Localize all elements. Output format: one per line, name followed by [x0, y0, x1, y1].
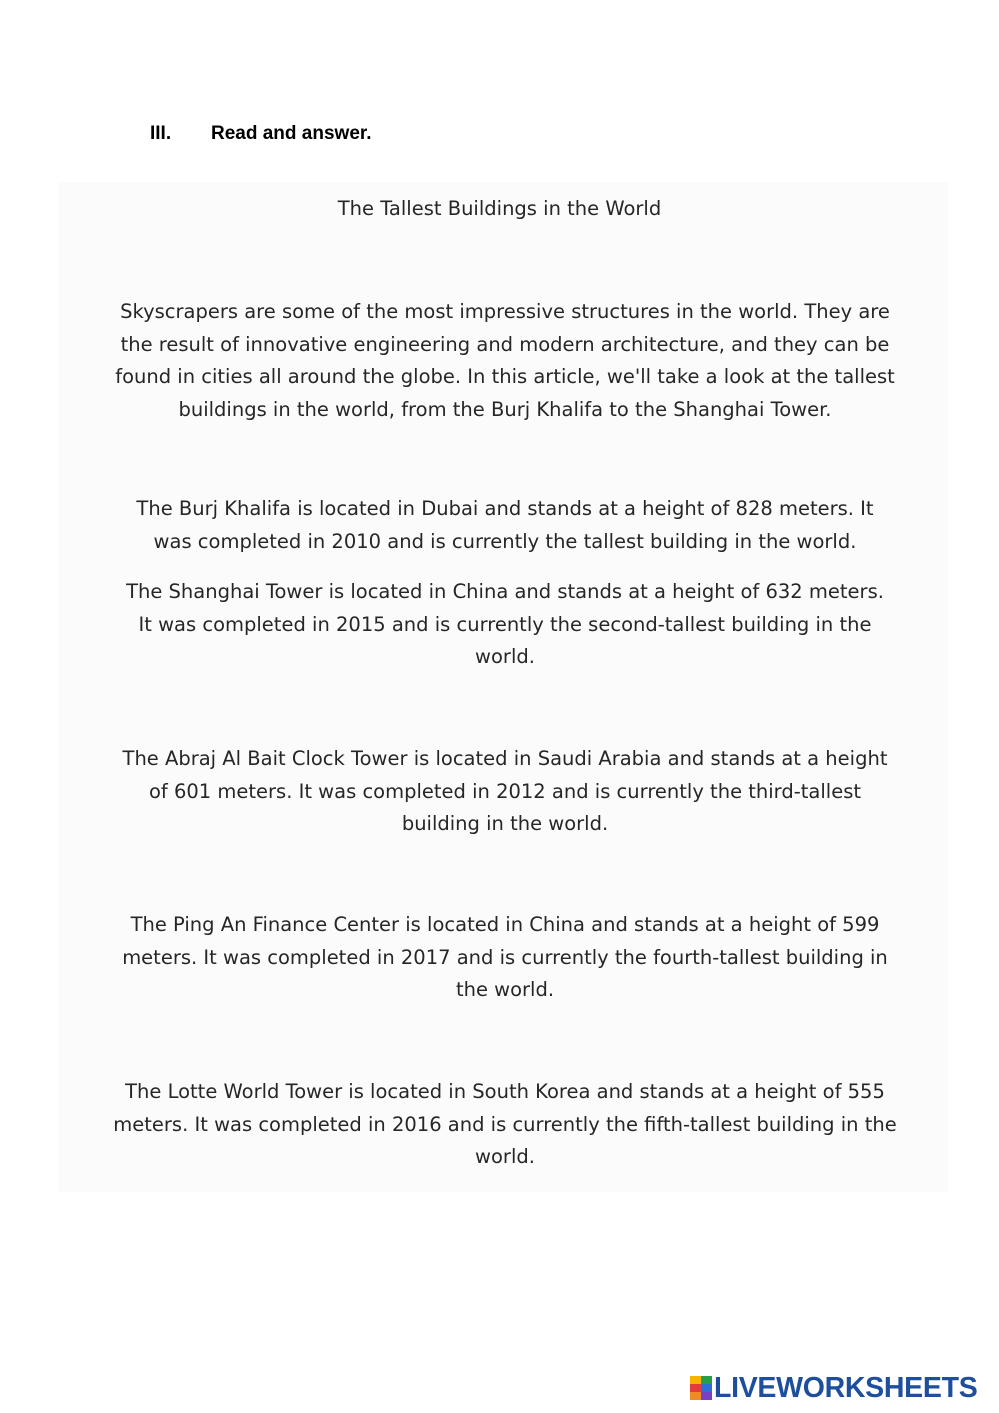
instruction-text: Read and answer.	[211, 123, 372, 144]
paragraph-line: buildings in the world, from the Burj Khalifa to the Shanghai Tower.	[178, 397, 832, 421]
paragraph-line: The Lotte World Tower is located in South Korea and stands at a height of 555	[125, 1080, 885, 1103]
abraj-al-bait-paragraph	[60, 743, 950, 841]
paragraph-line: the world.	[455, 978, 555, 1001]
shanghai-tower-paragraph	[60, 576, 950, 674]
paragraph-line: meters. It was completed in 2017 and is currently the fourth-tallest building in	[122, 945, 888, 969]
instruction-heading	[150, 123, 372, 145]
burj-khalifa-paragraph	[60, 493, 950, 558]
instruction-number: III.	[150, 123, 172, 144]
paragraph-line: It was completed in 2015 and is currently the second-tallest building in the	[138, 612, 872, 636]
liveworksheets-logo-icon	[690, 1376, 712, 1400]
liveworksheets-wordmark: LIVEWORKSHEETS	[714, 1371, 978, 1404]
logo-block	[701, 1384, 712, 1392]
paragraph-line: The Ping An Finance Center is located in China and stands at a height of 599	[130, 913, 880, 936]
paragraph-line: of 601 meters. It was completed in 2012 and is currently the third-tallest	[148, 779, 862, 803]
paragraph-line: Skyscrapers are some of the most impressive structures in the world. They are	[120, 300, 890, 323]
paragraph-line: building in the world.	[401, 812, 609, 835]
paragraph-line: world.	[475, 645, 535, 668]
paragraph-line: The Shanghai Tower is located in China and stands at a height of 632 meters.	[126, 580, 884, 603]
paragraph-line: The Burj Khalifa is located in Dubai and stands at a height of 828 meters. It	[136, 497, 874, 520]
logo-block	[690, 1384, 701, 1392]
paragraph-line: world.	[475, 1145, 535, 1168]
paragraph-line: was completed in 2010 and is currently the tallest building in the world.	[153, 529, 857, 553]
ping-an-paragraph	[60, 909, 950, 1007]
logo-block	[701, 1392, 712, 1400]
paragraph-line: found in cities all around the globe. In this article, we'll take a look at the tallest	[115, 365, 895, 388]
article-title: The Tallest Buildings in the World	[337, 197, 662, 220]
paragraph-line: meters. It was completed in 2016 and is currently the fifth-tallest building in the	[113, 1112, 897, 1136]
liveworksheets-brand	[690, 1373, 977, 1403]
logo-block	[701, 1376, 712, 1384]
logo-block	[690, 1392, 701, 1400]
paragraph-line: the result of innovative engineering and modern architecture, and they can be	[120, 332, 890, 356]
logo-block	[690, 1376, 701, 1384]
paragraph-line: The Abraj Al Bait Clock Tower is located in Saudi Arabia and stands at a height	[122, 747, 888, 770]
intro-paragraph	[60, 296, 950, 426]
lotte-world-tower-paragraph	[60, 1076, 950, 1174]
